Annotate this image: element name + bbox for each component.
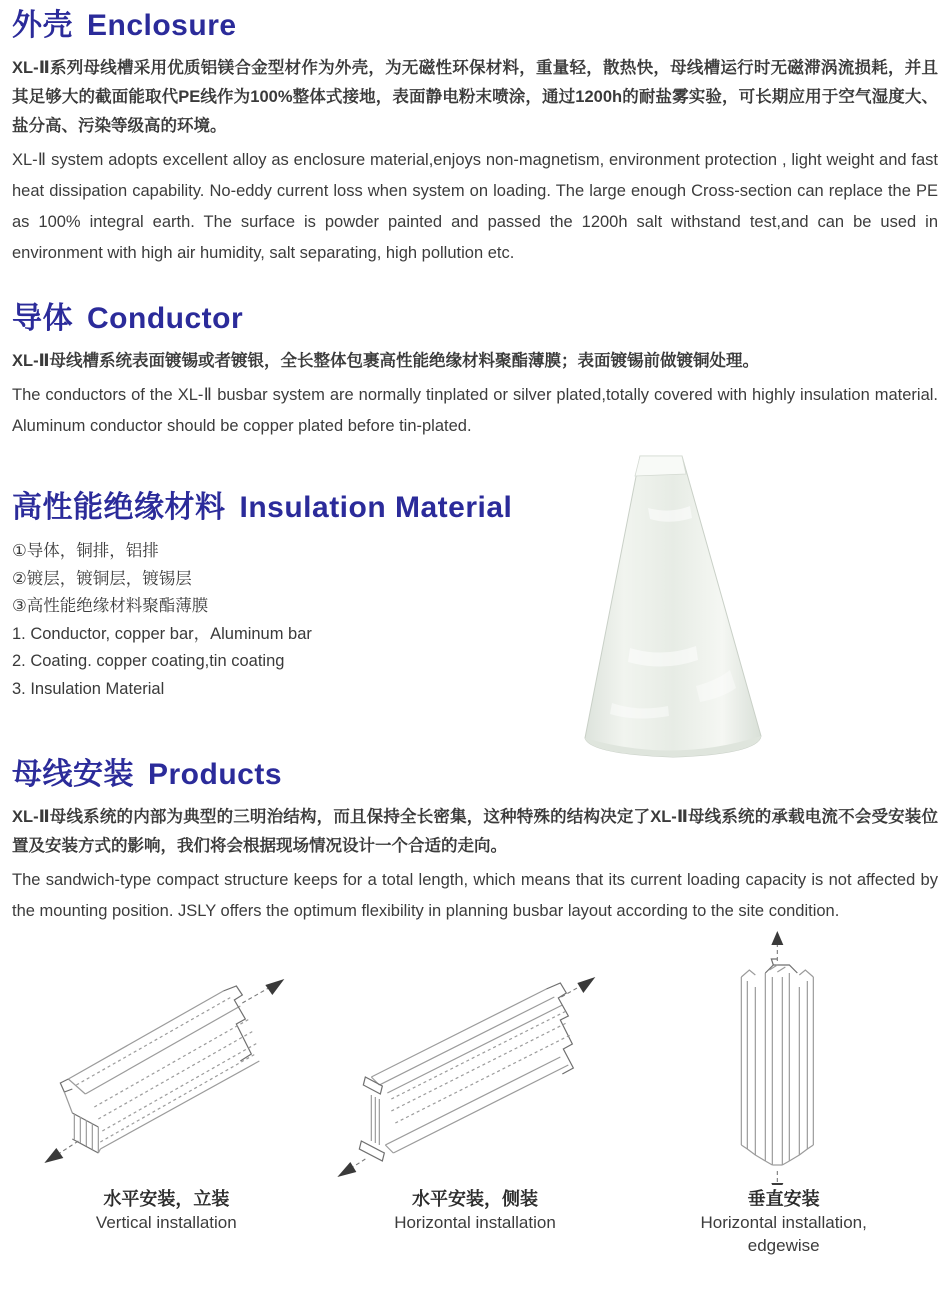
list-item: 1. Conductor, copper bar，Aluminum bar <box>12 624 312 643</box>
enclosure-heading-en: Enclosure <box>87 9 237 42</box>
busbar-horizontal-upright-drawing <box>12 927 321 1185</box>
conductor-heading-zh: 导体 <box>12 302 73 335</box>
figure-vertical-installation <box>12 927 321 1257</box>
products-paragraph-en: The sandwich-type compact structure keeps for a total length, which means that its current loading capacity is not affected by the mounting position. JSLY offers the optimum flexibility in planning busbar layout according to the site condition. <box>12 871 938 920</box>
insulation-list <box>12 538 938 703</box>
figure-caption-en: Vertical installation <box>95 1213 237 1232</box>
products-heading-en: Products <box>148 758 283 791</box>
installation-figures <box>12 927 938 1257</box>
enclosure-paragraph-zh: XL-Ⅱ系列母线槽采用优质铝镁合金型材作为外壳，为无磁性环保材料，重量轻，散热快，母线槽运行时无磁滞涡流损耗，并且其足够大的截面能取代PE线作为100%整体式接地，表面静电粉末喷涂，通过1200h的耐盐雾实验，可长期应用于空气湿度大、盐分高、污染等级高的环境。 <box>12 59 938 135</box>
figure-caption-en: Horizontal installation, <box>700 1213 867 1232</box>
enclosure-heading-zh: 外壳 <box>12 9 73 42</box>
conductor-heading-en: Conductor <box>87 302 244 335</box>
figure-horizontal-installation <box>321 927 630 1257</box>
insulation-heading <box>12 488 938 528</box>
enclosure-paragraph-en: XL-Ⅱ system adopts excellent alloy as enclosure material,enjoys non-magnetism, environment protection , light weight and fast heat dissipation capability. No-eddy current loss when system on loading. The large enough Cross-section can replace the PE as 100% integral earth. The surface is powder painted and passed the 1200h salt withstand test,and can be used in environment with high air humidity, salt separating, high pollution etc. <box>12 151 938 262</box>
conductor-heading <box>12 299 938 339</box>
conductor-paragraph-en: The conductors of the XL-Ⅱ busbar system are normally tinplated or silver plated,totally covered with highly insulation material. Aluminum conductor should be copper plated before tin-plated. <box>12 386 938 435</box>
list-item: ③高性能绝缘材料聚酯薄膜 <box>12 597 209 615</box>
busbar-vertical-drawing <box>629 927 938 1185</box>
products-heading <box>12 755 938 795</box>
products-paragraph-zh: XL-Ⅱ母线系统的内部为典型的三明治结构，而且保持全长密集，这种特殊的结构决定了XL-Ⅱ母线系统的承载电流不会受安装位置及安装方式的影响，我们将会根据现场情况设计一个合适的走向。 <box>12 808 938 855</box>
figure-caption-zh: 水平安装，立装 <box>103 1189 230 1209</box>
list-item: ①导体，铜排，铝排 <box>12 542 159 560</box>
figure-caption-en2: edgewise <box>747 1236 820 1255</box>
insulation-heading-zh: 高性能绝缘材料 <box>12 491 226 524</box>
conductor-paragraph-zh: XL-Ⅱ母线槽系统表面镀锡或者镀银，全长整体包裹高性能绝缘材料聚酯薄膜；表面镀锡前做镀铜处理。 <box>12 352 759 370</box>
insulation-film-cone-image <box>578 448 768 778</box>
list-item: 2. Coating. copper coating,tin coating <box>12 652 285 670</box>
products-heading-zh: 母线安装 <box>12 758 134 791</box>
list-item: ②镀层，镀铜层，镀锡层 <box>12 569 192 588</box>
figure-vertical-edgewise-installation <box>629 927 938 1257</box>
insulation-heading-en: Insulation Material <box>239 491 513 524</box>
figure-caption-en: Horizontal installation <box>394 1213 556 1232</box>
enclosure-heading <box>12 6 938 46</box>
insulation-film-photo <box>578 448 768 778</box>
figure-caption-zh: 水平安装，侧装 <box>412 1189 538 1209</box>
busbar-horizontal-side-drawing <box>321 927 630 1185</box>
list-item: 3. Insulation Material <box>12 679 165 698</box>
figure-caption-zh: 垂直安装 <box>747 1189 820 1209</box>
